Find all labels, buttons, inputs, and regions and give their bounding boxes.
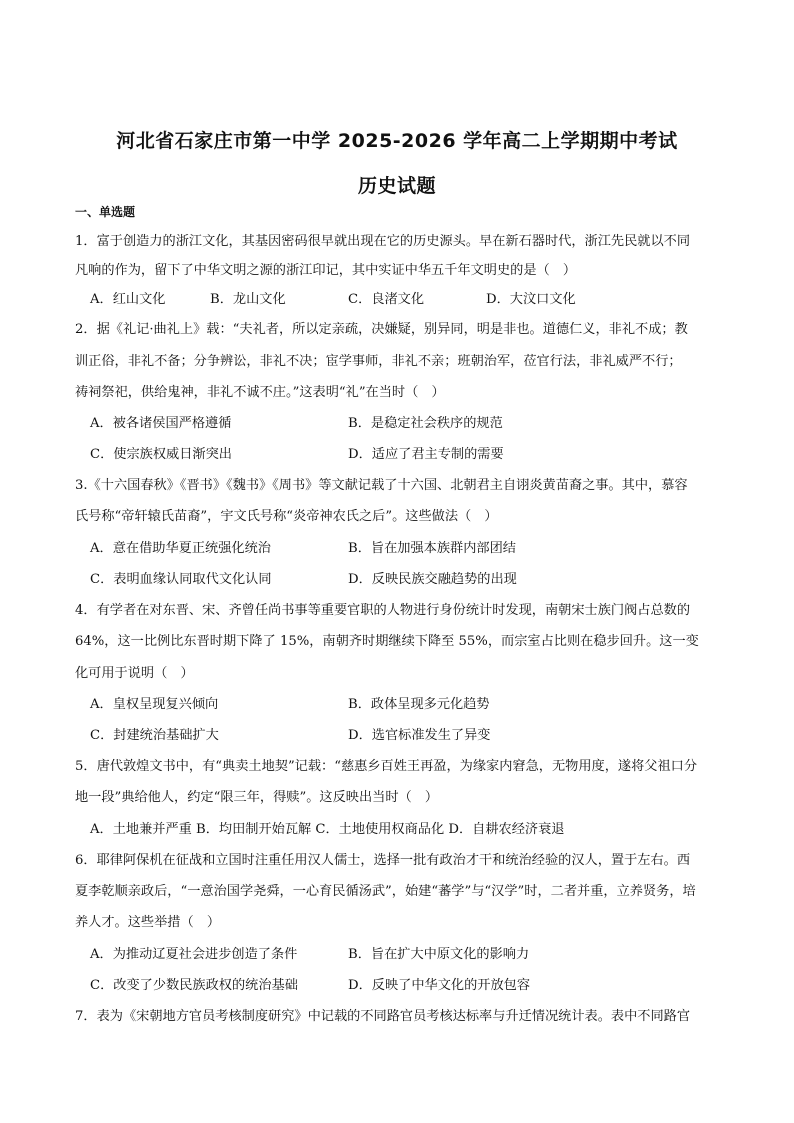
question-5-options: A．土地兼并严重 B．均田制开始瓦解 C．土地使用权商品化 D．自耕农经济衰退	[90, 822, 565, 837]
question-4-option-a: A．皇权呈现复兴倾向	[90, 697, 219, 712]
question-6-option-d: D．反映了中华文化的开放包容	[348, 978, 531, 993]
question-1-option-a: A．红山文化	[90, 292, 166, 307]
question-6-option-a: A．为推动辽夏社会进步创造了条件	[90, 947, 298, 962]
question-3-option-b: B．旨在加强本族群内部团结	[348, 541, 516, 556]
question-2-line-1: 2．据《礼记·曲礼上》载：“夫礼者，所以定亲疏，决嫌疑，别异同，明是非也。道德仁义，非礼不成；教	[75, 322, 688, 337]
question-4-option-d: D．选官标准发生了异变	[348, 728, 491, 743]
question-3-option-a: A．意在借助华夏正统强化统治	[90, 541, 271, 556]
question-1-option-d: D．大汶口文化	[486, 292, 576, 307]
question-2-option-b: B．是稳定社会秩序的规范	[348, 416, 503, 431]
question-4-line-1: 4．有学者在对东晋、宋、齐曾任尚书事等重要官职的人物进行身份统计时发现，南朝宋士族门阀占总数的	[75, 603, 691, 618]
exam-title: 河北省石家庄市第一中学 2025-2026 学年高二上学期期中考试	[116, 130, 678, 152]
question-1-option-c: C．良渚文化	[348, 292, 425, 307]
question-2-line-2: 训正俗，非礼不备；分争辨讼，非礼不决；宦学事师，非礼不亲；班朝治军，莅官行法，非礼威严不行；	[75, 354, 682, 369]
question-3-line-1: 3.《十六国春秋》《晋书》《魏书》《周书》等文献记载了十六国、北朝君主自诩炎黄苗裔之事。其中，慕容	[75, 478, 688, 493]
question-1-line-2: 凡响的作为，留下了中华文明之源的浙江印记，其中实证中华五千年文明史的是（ ）	[75, 263, 577, 278]
question-3-option-c: C．表明血缘认同取代文化认同	[90, 572, 272, 587]
question-6-line-2: 夏李乾顺亲政后，“一意治国学尧舜，一心育民循汤武”，始建“蕃学”与“汉学”时，二者并重，立养贤务，培	[75, 884, 696, 899]
question-4-line-3: 化可用于说明（ ）	[75, 666, 194, 681]
question-2-option-c: C．使宗族权威日渐突出	[90, 447, 232, 462]
question-7-line-1: 7．表为《宋朝地方官员考核制度研究》中记载的不同路官员考核达标率与升迁情况统计表。表中不同路官	[75, 1009, 691, 1024]
question-4-option-c: C．封建统治基础扩大	[90, 728, 219, 743]
question-4-line-2: 64%，这一比例比东晋时期下降了 15%，南朝齐时期继续下降至 55%，而宗室占比则在稳步回升。这一变	[75, 634, 699, 649]
question-2-option-a: A．被各诸侯国严格遵循	[90, 416, 232, 431]
question-1-option-b: B．龙山文化	[210, 292, 286, 307]
question-3-line-2: 氏号称“帝轩辕氏苗裔”，宇文氏号称“炎帝神农氏之后”。这些做法（ ）	[75, 509, 498, 524]
question-4-option-b: B．政体呈现多元化趋势	[348, 697, 490, 712]
question-3-option-d: D．反映民族交融趋势的出现	[348, 572, 517, 587]
section-heading: 一、单选题	[75, 205, 136, 219]
exam-subtitle: 历史试题	[357, 175, 436, 197]
question-1-line-1: 1．富于创造力的浙江文化，其基因密码很早就出现在它的历史源头。早在新石器时代，浙江先民就以不同	[75, 234, 691, 249]
question-2-line-3: 祷祠祭祀，供给鬼神，非礼不诚不庄。”这表明“礼”在当时（ ）	[75, 385, 445, 400]
question-5-line-1: 5．唐代敦煌文书中，有“典卖土地契”记载：“慈惠乡百姓王再盈，为缘家内窘急，无物用度，遂将父祖口分	[75, 759, 698, 774]
question-2-option-d: D．适应了君主专制的需要	[348, 447, 504, 462]
question-5-line-2: 地一段”典给他人，约定“限三年，得赎”。这反映出当时（ ）	[75, 790, 439, 805]
question-6-line-1: 6．耶律阿保机在征战和立国时注重任用汉人儒士，选择一批有政治才干和统治经验的汉人，置于左右。西	[75, 853, 691, 868]
question-6-line-3: 养人才。这些举措（ ）	[75, 915, 221, 930]
question-6-option-b: B．旨在扩大中原文化的影响力	[348, 947, 530, 962]
question-6-option-c: C．改变了少数民族政权的统治基础	[90, 978, 298, 993]
